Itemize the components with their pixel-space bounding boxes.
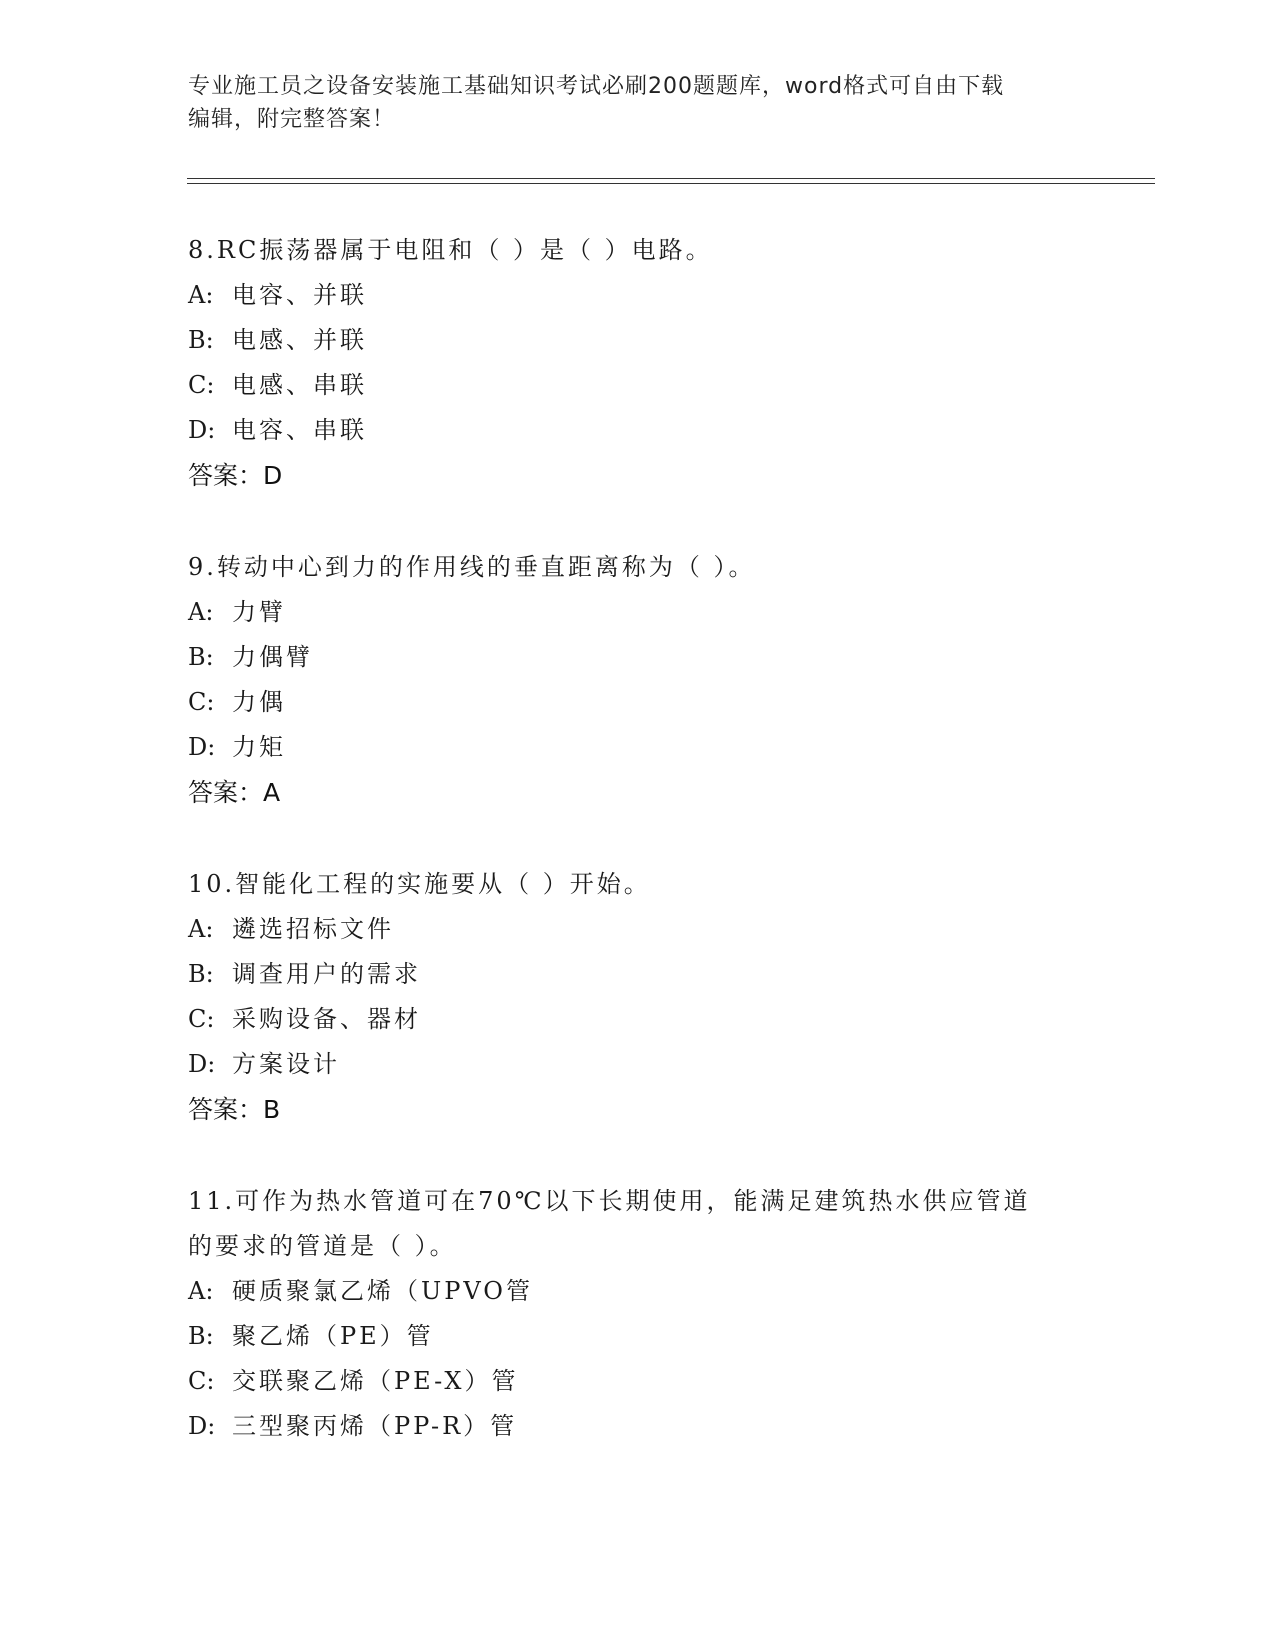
question-8 [188, 228, 1088, 498]
answer-line: 答案：B [188, 1095, 281, 1124]
option-text: 遴选招标文件 [232, 915, 394, 943]
option-letter: A: [188, 1277, 214, 1305]
question-stem-line-2: 的要求的管道是（ ）。 [188, 1232, 457, 1260]
option-text: 电感、并联 [232, 326, 367, 354]
option-letter: D: [188, 416, 216, 444]
option-text: 硬质聚氯乙烯（UPVO管 [232, 1277, 533, 1305]
option-letter: B: [188, 960, 214, 988]
option-letter: C: [188, 688, 215, 716]
option-letter: C: [188, 1005, 215, 1033]
question-11 [188, 1179, 1088, 1449]
option-a [188, 907, 1088, 952]
option-text: 聚乙烯（PE）管 [232, 1322, 434, 1350]
option-letter: C: [188, 371, 215, 399]
option-b [188, 952, 1088, 997]
option-text: 采购设备、器材 [232, 1005, 421, 1033]
option-text: 力偶 [232, 688, 286, 716]
option-text: 力臂 [232, 598, 286, 626]
option-text: 交联聚乙烯（PE-X）管 [232, 1367, 519, 1395]
option-d [188, 1404, 1088, 1449]
option-text: 三型聚丙烯（PP-R）管 [232, 1412, 518, 1440]
option-b [188, 318, 1088, 363]
option-a [188, 1269, 1088, 1314]
option-text: 力偶臂 [232, 643, 313, 671]
option-a [188, 590, 1088, 635]
option-text: 方案设计 [232, 1050, 340, 1078]
option-b [188, 1314, 1088, 1359]
header-title-line-2: 编辑，附完整答案！ [188, 107, 396, 132]
option-text: 调查用户的需求 [232, 960, 421, 988]
option-text: 电容、并联 [232, 281, 367, 309]
option-c [188, 1359, 1088, 1404]
question-stem: 10.智能化工程的实施要从（ ）开始。 [188, 870, 651, 898]
question-9 [188, 545, 1088, 815]
header-divider-bottom [187, 183, 1155, 184]
option-letter: B: [188, 326, 214, 354]
option-d [188, 725, 1088, 770]
option-b [188, 635, 1088, 680]
question-stem: 9.转动中心到力的作用线的垂直距离称为（ ）。 [188, 553, 756, 581]
option-text: 电感、串联 [232, 371, 367, 399]
option-c [188, 363, 1088, 408]
option-d [188, 1042, 1088, 1087]
option-text: 力矩 [232, 733, 286, 761]
option-c [188, 680, 1088, 725]
option-letter: D: [188, 1050, 216, 1078]
option-letter: B: [188, 643, 214, 671]
question-stem-line-1: 11.可作为热水管道可在70℃以下长期使用，能满足建筑热水供应管道 [188, 1187, 1031, 1215]
header-divider-top [187, 178, 1155, 179]
option-letter: D: [188, 1412, 216, 1440]
option-a [188, 273, 1088, 318]
option-letter: D: [188, 733, 216, 761]
answer-line: 答案：D [188, 461, 283, 490]
option-c [188, 997, 1088, 1042]
document-header [188, 70, 1088, 136]
option-text: 电容、串联 [232, 416, 367, 444]
header-title-line-1: 专业施工员之设备安装施工基础知识考试必刷200题题库，word格式可自由下载 [188, 74, 1005, 99]
option-d [188, 408, 1088, 453]
option-letter: B: [188, 1322, 214, 1350]
question-10 [188, 862, 1088, 1132]
option-letter: A: [188, 281, 214, 309]
option-letter: A: [188, 598, 214, 626]
option-letter: C: [188, 1367, 215, 1395]
answer-line: 答案：A [188, 778, 281, 807]
question-stem: 8.RC振荡器属于电阻和（ ）是（ ）电路。 [188, 236, 713, 264]
option-letter: A: [188, 915, 214, 943]
